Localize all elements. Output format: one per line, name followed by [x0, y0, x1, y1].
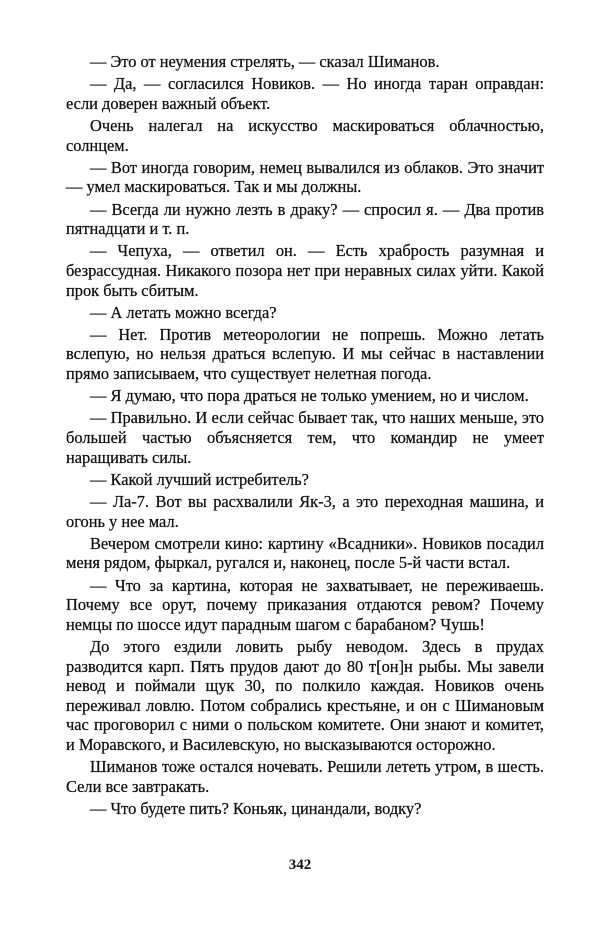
paragraph: — Я думаю, что пора драться не только умением, но и числом. — [90, 386, 529, 406]
page-text — [66, 52, 544, 821]
paragraph: — Всегда ли нужно лезть в драку? — спросил я. — Два против пятнадцати и т. п. — [66, 199, 544, 239]
paragraph: — Правильно. И если сейчас бывает так, что наших меньше, это большей частью объясняется тем, что командир не умеет наращивать силы. — [66, 408, 544, 467]
paragraph: — Ла-7. Вот вы расхвалили Як-3, а это переходная машина, и огонь у нее мал. — [66, 492, 544, 531]
page-number: 342 — [288, 857, 312, 873]
paragraph: — Нет. Против метеорологии не попрешь. Можно летать вслепую, но нельзя драться вслепую. И мы сейчас в наставлении прямо записываем, что существует нелетная погода. — [66, 324, 544, 384]
paragraph: Шиманов тоже остался ночевать. Решили лететь утром, в шесть. Сели все завтракать. — [66, 757, 544, 796]
paragraph: — Что будете пить? Коньяк, цинандали, водку? — [90, 798, 422, 818]
paragraph: — Что за картина, которая не захватывает, не переживаешь. Почему все орут, почему приказания отдаются ревом? Почему немцы по шоссе идут парадным шагом с барабаном? Чушь! — [66, 575, 544, 634]
paragraph: — А летать можно всегда? — [90, 302, 277, 322]
paragraph: — Это от неумения стрелять, — сказал Шиманов. — [90, 52, 440, 71]
paragraph: — Чепуха, — ответил он. — Есть храбрость разумная и безрассудная. Никакого позора нет при неравных силах уйти. Какой прок быть сбитым. — [66, 241, 544, 300]
paragraph: Вечером смотрели кино: картину «Всадники». Новиков посадил меня рядом, фыркал, ругался и, наконец, после 5-й части встал. — [66, 533, 544, 573]
paragraph: — Какой лучший истребитель? — [90, 469, 309, 489]
paragraph: До этого ездили ловить рыбу неводом. Здесь в прудах разводится карп. Пять прудов дают до 80 т[он]н рыбы. Мы завели невод и поймали щук 30, по полкило каждая. Новиков очень переживал ловлю. Потом собрались крестьяне, и он с Шимановым час проговорил с ними о польском комитете. Они знают и комитет, и Моравского, и Василевскую, но высказываются осторожно. — [66, 636, 544, 754]
paragraph: Очень налегал на искусство маскироваться облачностью, солнцем. — [66, 115, 544, 155]
paragraph: — Вот иногда говорим, немец вывалился из облаков. Это значит — умел маскироваться. Так и мы должны. — [66, 157, 544, 197]
paragraph: — Да, — согласился Новиков. — Но иногда таран оправдан: если доверен важный объект. — [66, 74, 544, 113]
